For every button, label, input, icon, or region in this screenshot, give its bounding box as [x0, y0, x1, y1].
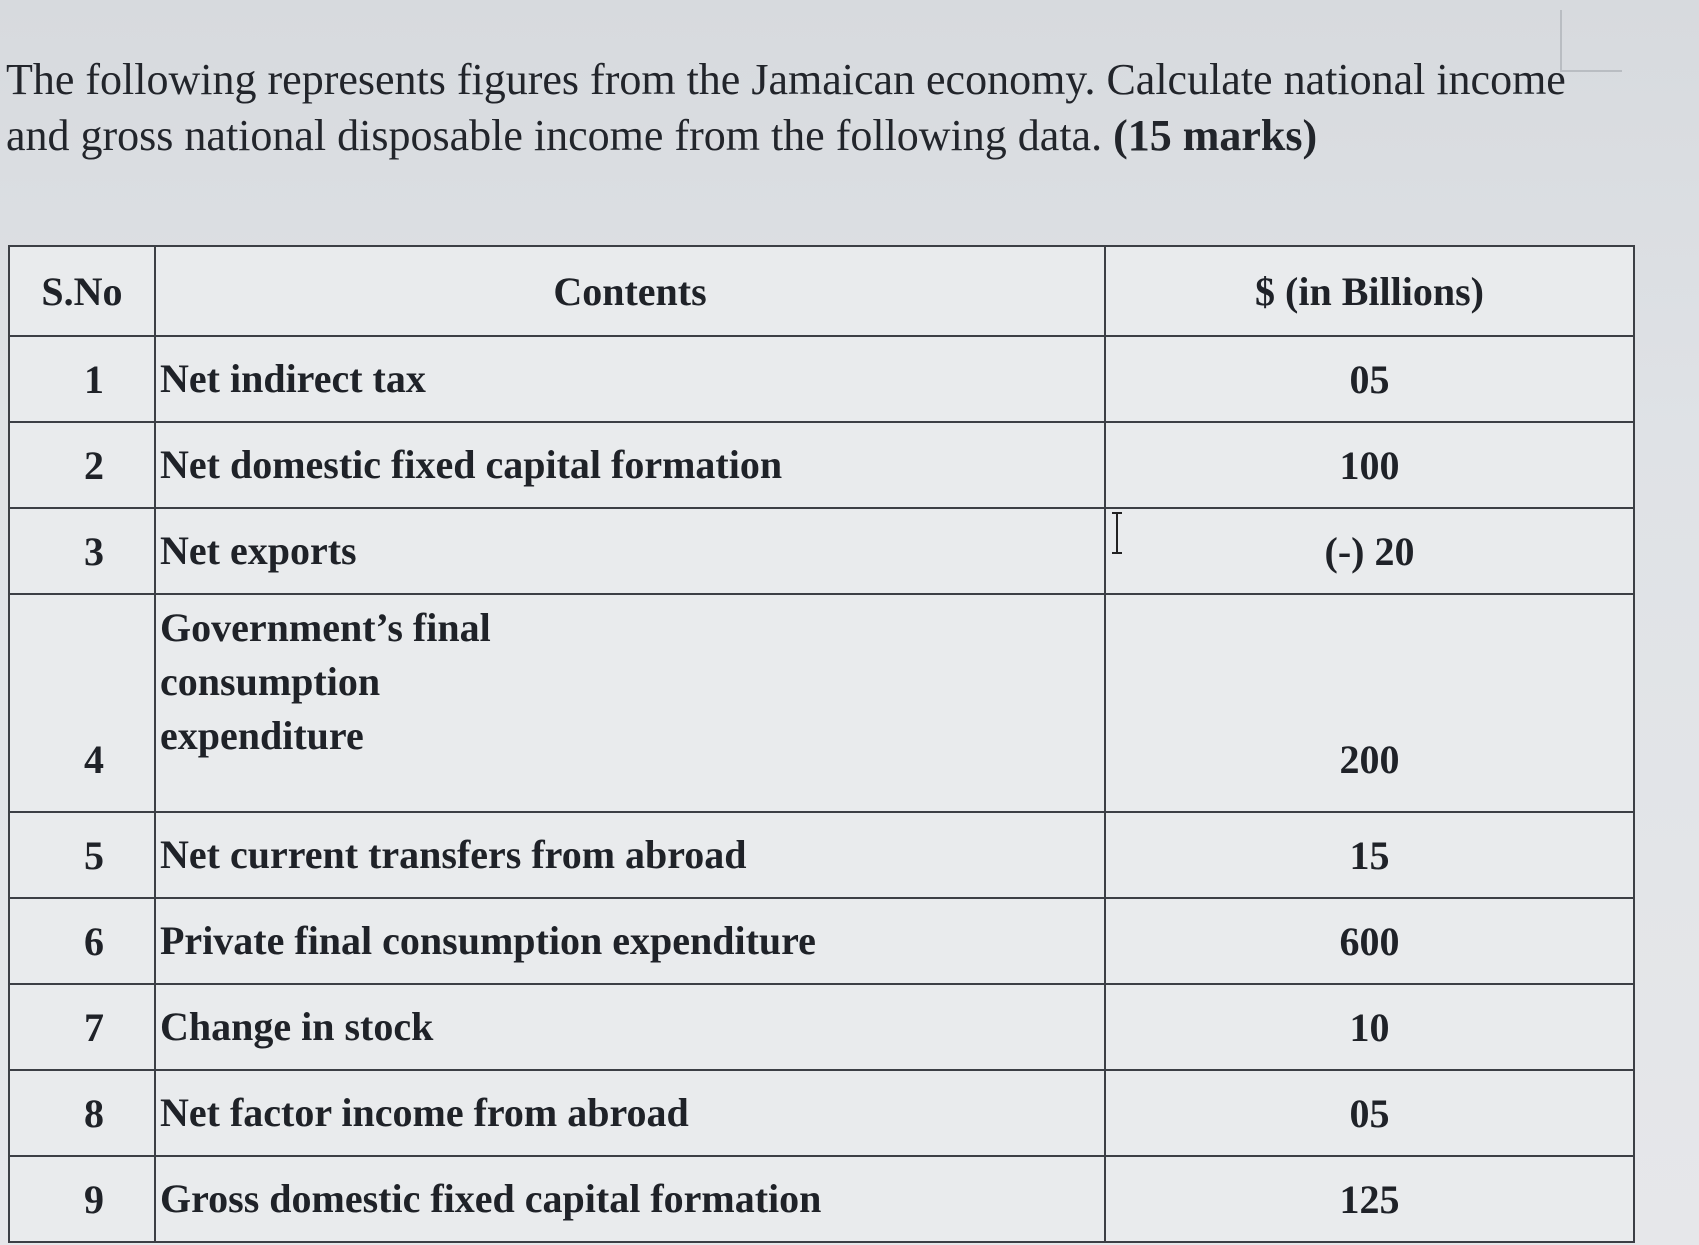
- table-row: [9, 508, 1634, 594]
- row-contents: Change in stock: [155, 984, 1105, 1070]
- row-value: 100: [1105, 422, 1634, 508]
- table-row: [9, 1156, 1634, 1242]
- row-value: 10: [1105, 984, 1634, 1070]
- header-contents: Contents: [155, 246, 1105, 336]
- table-row: [9, 1070, 1634, 1156]
- question-text: [6, 52, 1566, 164]
- row-contents: Net current transfers from abroad: [155, 812, 1105, 898]
- table-row: [9, 336, 1634, 422]
- row-sno: 1: [9, 336, 155, 422]
- row-contents: Net exports: [155, 508, 1105, 594]
- question-marks: (15 marks): [1113, 111, 1318, 160]
- table-row: [9, 594, 1634, 812]
- header-sno: S.No: [9, 246, 155, 336]
- row-value: 200: [1105, 594, 1634, 812]
- row-sno: 9: [9, 1156, 155, 1242]
- table-row: [9, 812, 1634, 898]
- row-value: (-) 20: [1105, 508, 1634, 594]
- row-value: 600: [1105, 898, 1634, 984]
- table-row: [9, 422, 1634, 508]
- row-value: 05: [1105, 336, 1634, 422]
- row-contents: Net domestic fixed capital formation: [155, 422, 1105, 508]
- row-contents: Net factor income from abroad: [155, 1070, 1105, 1156]
- row-contents: Private final consumption expenditure: [155, 898, 1105, 984]
- header-value: $ (in Billions): [1105, 246, 1634, 336]
- row-value: 125: [1105, 1156, 1634, 1242]
- row-sno: 4: [9, 594, 155, 812]
- question-body: The following represents figures from the Jamaican economy. Calculate national income and gross national disposable income from the following data.: [6, 55, 1566, 160]
- row-sno: 6: [9, 898, 155, 984]
- data-table: [8, 245, 1635, 1243]
- row-sno: 8: [9, 1070, 155, 1156]
- table-header-row: [9, 246, 1634, 336]
- row-sno: 2: [9, 422, 155, 508]
- row-value: 05: [1105, 1070, 1634, 1156]
- page-corner-mark: [1560, 10, 1622, 72]
- row-sno: 7: [9, 984, 155, 1070]
- row-value: 15: [1105, 812, 1634, 898]
- row-contents: Net indirect tax: [155, 336, 1105, 422]
- row-sno: 5: [9, 812, 155, 898]
- table-row: [9, 898, 1634, 984]
- row-contents: Gross domestic fixed capital formation: [155, 1156, 1105, 1242]
- row-contents: Government’s final consumption expenditure: [155, 594, 1105, 812]
- table-row: [9, 984, 1634, 1070]
- row-sno: 3: [9, 508, 155, 594]
